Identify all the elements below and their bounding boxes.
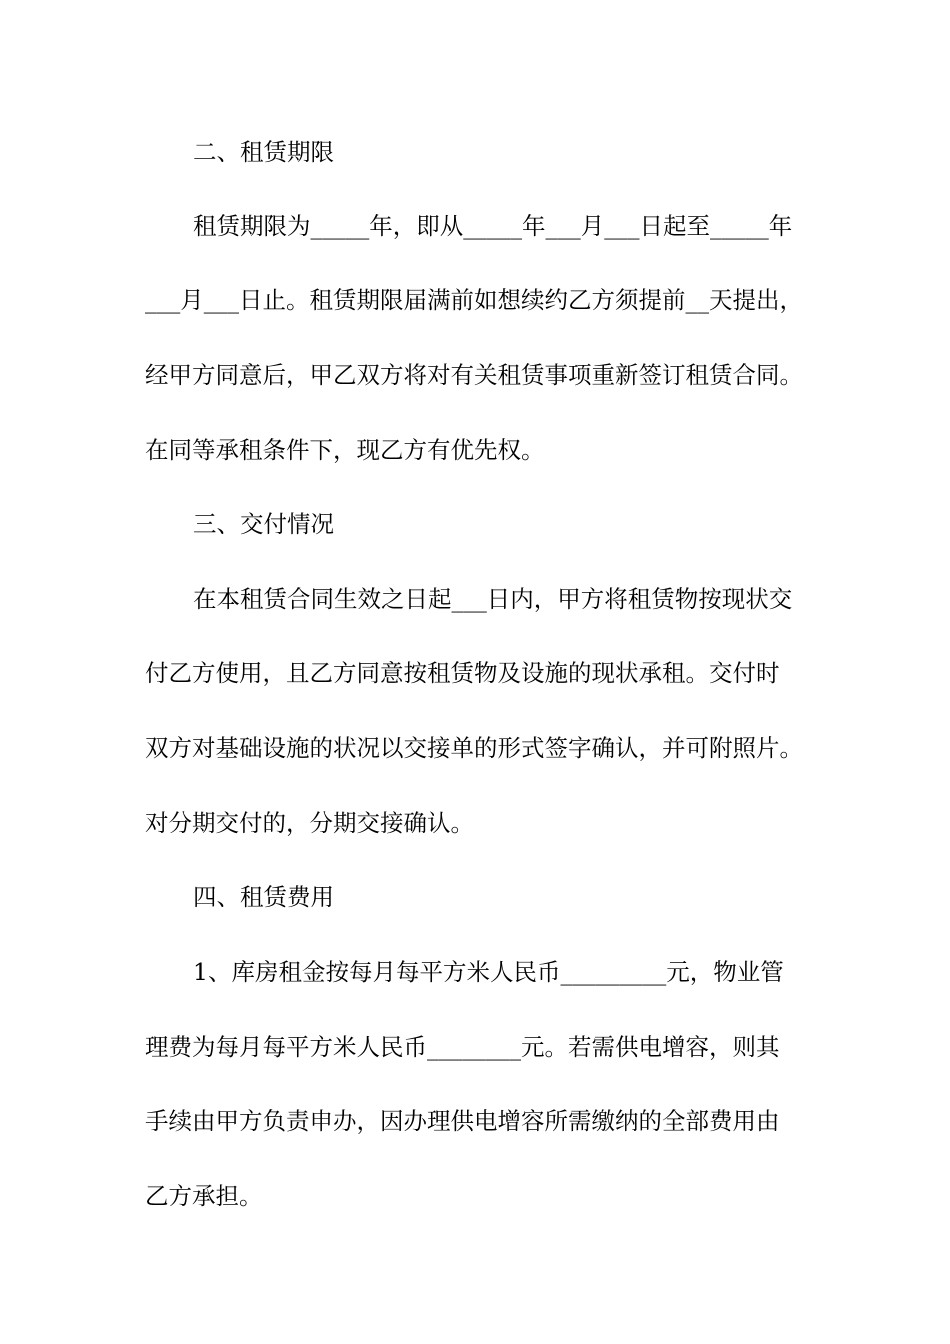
section-heading-rent-fees: 四、租赁费用 [193, 883, 334, 911]
paragraph-line: 在本租赁合同生效之日起___日内，甲方将租赁物按现状交 [193, 585, 793, 613]
paragraph-line: 理费为每月每平方米人民币________元。若需供电增容，则其 [145, 1033, 780, 1061]
paragraph-line: 对分期交付的，分期交接确认。 [145, 809, 474, 837]
paragraph-line: 在同等承租条件下，现乙方有优先权。 [145, 436, 545, 464]
paragraph-line: 经甲方同意后，甲乙双方将对有关租赁事项重新签订租赁合同。 [145, 361, 803, 389]
paragraph-line: 1、库房租金按每月每平方米人民币_________元，物业管 [193, 958, 784, 986]
paragraph-line: 手续由甲方负责申办，因办理供电增容所需缴纳的全部费用由 [145, 1107, 780, 1135]
paragraph-line: 租赁期限为_____年，即从_____年___月___日起至_____年 [193, 212, 793, 240]
section-heading-lease-term: 二、租赁期限 [193, 138, 334, 166]
paragraph-line: 付乙方使用，且乙方同意按租赁物及设施的现状承租。交付时 [145, 659, 780, 687]
paragraph-line: 双方对基础设施的状况以交接单的形式签字确认，并可附照片。 [145, 734, 803, 762]
paragraph-line: 乙方承担。 [145, 1182, 263, 1210]
paragraph-line: ___月___日止。租赁期限届满前如想续约乙方须提前__天提出， [145, 286, 803, 314]
section-heading-delivery: 三、交付情况 [193, 510, 334, 538]
